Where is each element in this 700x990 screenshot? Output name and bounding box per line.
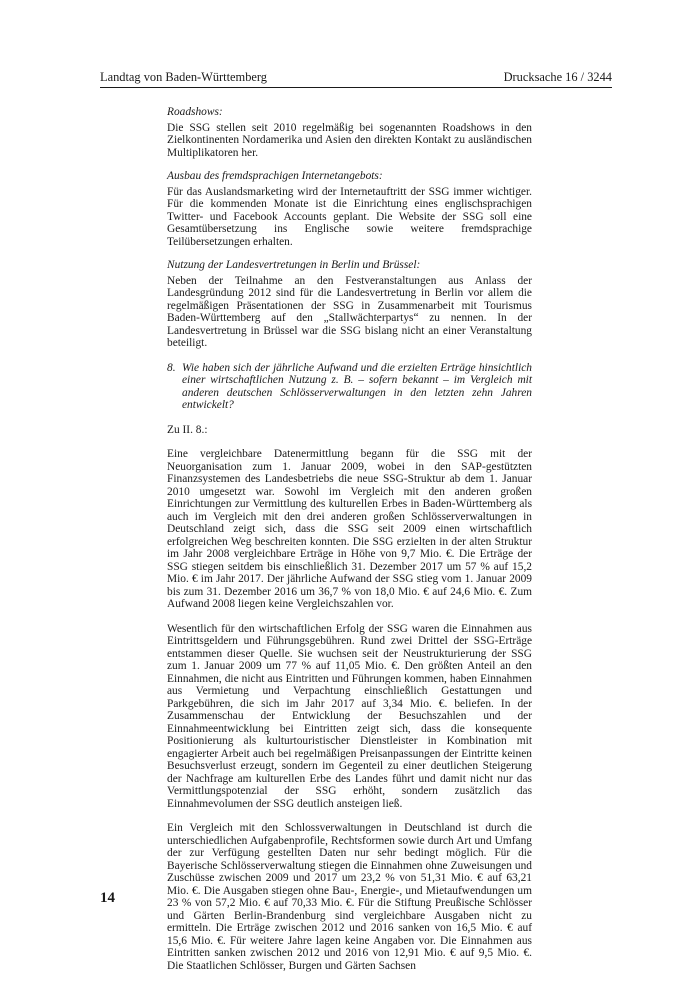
question-8 — [167, 362, 532, 412]
internet-heading: Ausbau des fremdsprachigen Internetangebots: — [167, 170, 383, 182]
landesvertretungen-heading: Nutzung der Landesvertretungen in Berlin und Brüssel: — [167, 259, 421, 271]
roadshows-heading: Roadshows: — [167, 106, 223, 118]
header-publisher: Landtag von Baden-Württemberg — [100, 70, 267, 84]
page-number: 14 — [100, 890, 115, 906]
header-rule — [100, 87, 612, 88]
answer-label: Zu II. 8.: — [167, 423, 208, 436]
landesvertretungen-text: Neben der Teilnahme an den Festveranstaltungen aus Anlass der Landesgründung 2012 sind für die Landesvertretung in Berlin vor allem die regelmäßigen Präsentationen der SSG in Zusammenarbeit mit Tourismus Baden-Württemberg auf den „Stallwächterpartys“ zu nennen. In der Landesvertretung in Brüssel war die SSG bislang nicht an einer Veranstaltung beteiligt. — [167, 274, 532, 349]
header-document-number: Drucksache 16 / 3244 — [503, 70, 612, 84]
internet-text: Für das Auslandsmarketing wird der Internetauftritt der SSG immer wichtiger. Für die kommenden Monate ist die Einrichtung eines englischsprachigen Twitter- und Facebook Accounts geplant. Die Website der SSG soll eine Gesamtübersetzung ins Englische sowie weitere fremdsprachige Teilübersetzungen erhalten. — [167, 185, 532, 248]
roadshows-text: Die SSG stellen seit 2010 regelmäßig bei sogenannten Roadshows in den Zielkontinenten Nordamerika und Asien den direkten Kontakt zu ausländischen Multiplikatoren her. — [167, 121, 532, 159]
question-text: Wie haben sich der jährliche Aufwand und die erzielten Erträge hinsichtlich einer wirtschaftlichen Nutzung z. B. – sofern bekannt – im Vergleich mit anderen deutschen Schlösserverwaltungen in den letzten zehn Jahren entwickelt? — [182, 361, 532, 411]
question-number: 8. — [167, 361, 176, 374]
answer-paragraph: Wesentlich für den wirtschaftlichen Erfolg der SSG waren die Einnahmen aus Eintrittsgeldern und Führungsgebühren. Rund zwei Drittel der SSG-Erträge entstammen dieser Quelle. Sie wuchsen seit der Neustrukturierung der SSG zum 1. Januar 2009 um 77 % auf 11,05 Mio. €. Den größten Anteil an den Einnahmen, die nicht aus Eintritten und Führungen kommen, haben Einnahmen aus Vermietung und Verpachtung einschließlich Gestattungen und Parkgebühren, die sich im Jahr 2017 auf 3,34 Mio. €. beliefen. In der Zusammenschau der Entwicklung der Besuchszahlen und der Einnahmeentwicklung bei Eintritten zeigt sich, dass die konsequente Positionierung als kulturtouristischer Dienstleister in Kombination mit engagierter Arbeit auch bei regelmäßigen Preisanpassungen der Eintritte keinen Besuchsverlust erzeugt, sondern im Gegenteil zu einer deutlichen Steigerung der Nachfrage am kulturellen Erbe des Landes führt und damit nicht nur das Vermittlungspotenzial der SSG erhöht, sondern zusätzlich das Einnahmevolumen der SSG deutlich ansteigen ließ. — [167, 622, 532, 810]
page-body — [167, 106, 532, 972]
answer-paragraph: Ein Vergleich mit den Schlossverwaltungen in Deutschland ist durch die unterschiedlichen Aufgabenprofile, Rechtsformen sowie durch Art und Umfang der zur Verfügung gestellten Daten nur sehr bedingt möglich. Für die Bayerische Schlösserverwaltung stiegen die Einnahmen ohne Zuweisungen und Zuschüsse zwischen 2009 und 2017 um 23,2 % von 51,31 Mio. € auf 63,21 Mio. €. Die Ausgaben stiegen ohne Bau-, Energie-, und Mietaufwendungen um 23 % von 57,2 Mio. € auf 70,33 Mio. €. Für die Stiftung Preußische Schlösser und Gärten Berlin-Brandenburg sind vergleichbare Ausgaben nicht zu ermitteln. Die Erträge zwischen 2012 und 2016 sanken von 16,5 Mio. € auf 15,6 Mio. €. Für weitere Jahre lagen keine Angaben vor. Die Einnahmen aus Eintritten sanken zwischen 2012 und 2016 von 12,91 Mio. € auf 9,5 Mio. €. Die Staatlichen Schlösser, Burgen und Gärten Sachsen — [167, 822, 532, 972]
answer-paragraph: Eine vergleichbare Datenermittlung begann für die SSG mit der Neuorganisation zum 1. Januar 2009, wobei in den SAP-gestützten Finanzsystemen des Landesbetriebs die neue SSG-Struktur ab dem 1. Januar 2010 umgesetzt war. Sowohl im Vergleich mit den anderen großen Einrichtungen zur Vermittlung des kulturellen Erbes in Baden-Württemberg als auch im Vergleich mit den drei anderen großen Schlösserverwaltungen in Deutschland zeigt sich, dass die SSG seit 2009 einen wirtschaftlich erfolgreichen Weg beschreiten konnten. Die SSG erzielten in der alten Struktur im Jahr 2008 vergleichbare Erträge in Höhe von 9,7 Mio. €. Die Erträge der SSG stiegen seitdem bis einschließlich 31. Dezember 2017 um 57 % auf 15,2 Mio. € im Jahr 2017. Der jährliche Aufwand der SSG stieg vom 1. Januar 2009 bis zum 31. Dezember 2016 um 36,7 % von 18,0 Mio. € auf 24,6 Mio. €. Zum Aufwand 2008 liegen keine Vergleichszahlen vor. — [167, 448, 532, 610]
